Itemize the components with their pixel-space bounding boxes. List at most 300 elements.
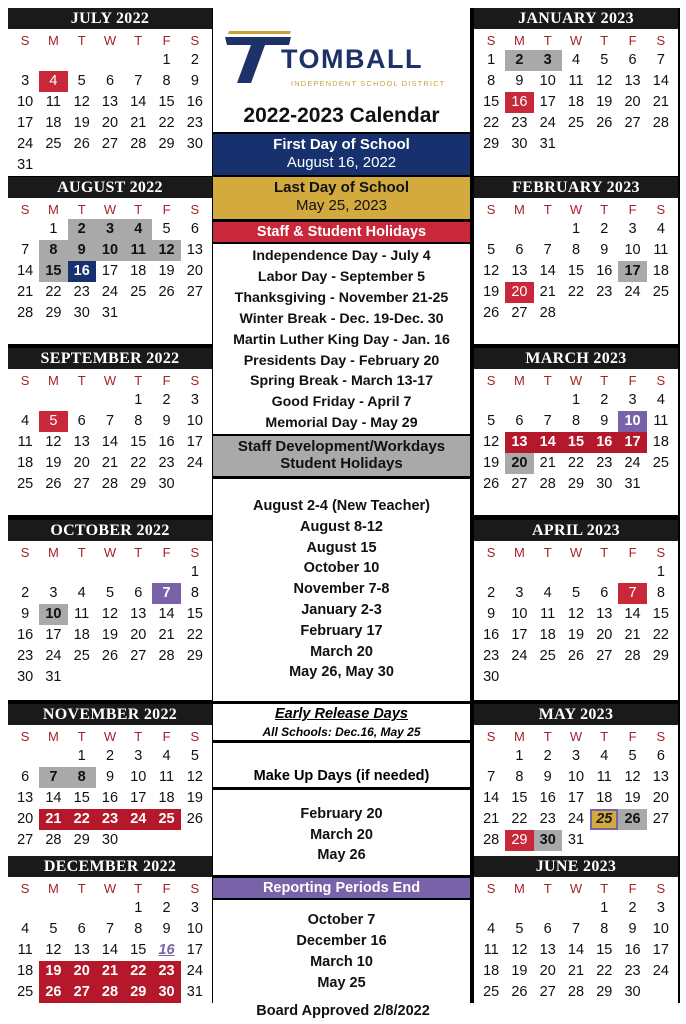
day-cell: 30 — [596, 476, 613, 492]
day-cell: 30 — [101, 832, 119, 848]
day-cell: 17 — [45, 627, 62, 643]
list-item: Spring Break - March 13-17 — [250, 373, 433, 390]
day-cell: 7 — [39, 767, 67, 788]
weekday-label: F — [628, 33, 637, 48]
day-cell: 10 — [186, 413, 203, 429]
day-cell: 11 — [124, 240, 152, 261]
day-cell: 18 — [483, 963, 500, 979]
day-cell: 17 — [567, 790, 585, 806]
day-cell: 12 — [483, 263, 500, 279]
list-item: May 26, May 30 — [289, 664, 394, 681]
day-cell: 13 — [17, 790, 34, 806]
weekday-label: T — [543, 33, 552, 48]
day-cell: 7 — [618, 583, 646, 604]
weekday-label: F — [162, 373, 171, 388]
day-cell: 6 — [515, 242, 524, 258]
first-day-label: First Day of School — [273, 136, 410, 153]
empty-cell — [11, 50, 39, 71]
month-oct — [8, 520, 212, 700]
empty-cell — [477, 219, 505, 240]
weekday-label: M — [48, 373, 59, 388]
day-cell: 17 — [511, 627, 528, 643]
day-cell: 17 — [539, 94, 556, 110]
day-cell: 24 — [17, 136, 34, 152]
day-cell: 19 — [567, 627, 585, 643]
day-cell: 27 — [652, 811, 669, 827]
weekday-label: S — [20, 202, 30, 217]
empty-cell — [534, 219, 562, 240]
weekday-label: T — [134, 373, 143, 388]
weekday-label: T — [600, 729, 609, 744]
day-cell: 28 — [483, 832, 500, 848]
weekday-label: T — [77, 33, 86, 48]
day-cell: 21 — [39, 809, 67, 830]
day-cell: 28 — [101, 476, 119, 492]
month-title: DECEMBER 2022 — [8, 856, 212, 877]
day-cell: 16 — [539, 790, 556, 806]
day-cell: 20 — [539, 963, 556, 979]
makeup-heading: Make Up Days (if needed) — [253, 768, 430, 784]
day-cell: 10 — [539, 73, 556, 89]
day-cell: 8 — [487, 73, 496, 89]
day-cell: 6 — [77, 921, 86, 937]
month-title: MARCH 2023 — [474, 348, 678, 369]
day-cell: 15 — [652, 606, 669, 622]
day-cell: 7 — [134, 73, 143, 89]
day-cell: 31 — [624, 476, 641, 492]
empty-cell — [39, 390, 67, 411]
month-title: AUGUST 2022 — [8, 177, 212, 198]
day-cell: 11 — [159, 769, 175, 785]
day-cell: 7 — [105, 413, 115, 429]
day-cell: 12 — [511, 942, 528, 958]
empty-cell — [39, 562, 67, 583]
day-cell: 31 — [45, 669, 62, 685]
day-cell: 13 — [539, 942, 556, 958]
month-mar — [474, 348, 678, 515]
day-cell: 9 — [105, 769, 115, 785]
day-cell: 5 — [162, 221, 171, 237]
day-cell: 20 — [130, 627, 147, 643]
day-cell: 22 — [596, 963, 613, 979]
day-cell: 22 — [45, 284, 62, 300]
weekday-label: S — [20, 373, 30, 388]
day-cell: 13 — [186, 242, 203, 258]
day-cell: 26 — [483, 476, 500, 492]
day-cell: 13 — [130, 606, 147, 622]
day-cell: 16 — [17, 627, 34, 643]
holidays-heading — [213, 222, 470, 242]
holidays-heading-text: Staff & Student Holidays — [256, 224, 427, 240]
day-cell: 26 — [45, 476, 62, 492]
day-cell: 8 — [656, 585, 665, 601]
day-cell: 3 — [515, 585, 524, 601]
weekday-label: T — [77, 202, 86, 217]
day-cell: 17 — [186, 942, 203, 958]
makeup-list — [213, 790, 470, 875]
list-item: March 20 — [310, 826, 373, 843]
day-cell: 22 — [158, 115, 175, 131]
day-cell: 5 — [628, 748, 637, 764]
list-item: Labor Day - September 5 — [257, 268, 426, 285]
weekday-label: S — [190, 202, 200, 217]
day-cell: 4 — [77, 585, 86, 601]
day-cell: 29 — [483, 136, 500, 152]
day-cell: 21 — [539, 455, 556, 471]
holidays-list — [213, 244, 470, 434]
day-cell: 4 — [543, 585, 552, 601]
month-title: APRIL 2023 — [474, 520, 678, 541]
empty-cell — [39, 50, 67, 71]
day-cell: 2 — [68, 219, 96, 240]
day-cell: 23 — [73, 284, 90, 300]
day-cell: 16 — [158, 942, 175, 958]
day-cell: 10 — [624, 242, 641, 258]
day-cell: 23 — [483, 648, 500, 664]
day-cell: 23 — [624, 963, 641, 979]
weekday-label: T — [134, 33, 143, 48]
day-cell: 8 — [600, 921, 609, 937]
day-cell: 13 — [505, 432, 533, 453]
day-cell: 28 — [158, 648, 175, 664]
empty-cell — [11, 390, 39, 411]
empty-cell — [96, 898, 124, 919]
empty-cell — [562, 898, 590, 919]
list-item: Presidents Day - February 20 — [243, 352, 440, 369]
list-item: August 2-4 (New Teacher) — [253, 498, 430, 514]
day-cell: 30 — [624, 984, 641, 1000]
weekday-label: S — [656, 373, 666, 388]
day-cell: 2 — [628, 900, 637, 916]
day-cell: 8 — [134, 413, 143, 429]
weekday-label: T — [77, 881, 86, 896]
day-cell: 1 — [571, 392, 581, 408]
day-cell: 16 — [505, 92, 533, 113]
day-cell: 21 — [96, 961, 124, 982]
day-cell: 27 — [101, 136, 119, 152]
day-cell: 11 — [17, 942, 33, 958]
day-cell: 12 — [624, 769, 641, 785]
day-cell: 21 — [624, 627, 641, 643]
day-cell: 24 — [124, 809, 152, 830]
weekday-label: S — [190, 33, 200, 48]
day-cell: 9 — [628, 921, 637, 937]
list-item: October 7 — [307, 912, 376, 928]
day-cell: 20 — [68, 961, 96, 982]
day-cell: 28 — [96, 982, 124, 1003]
day-cell: 15 — [158, 94, 175, 110]
empty-cell — [124, 50, 152, 71]
first-day-box — [213, 134, 470, 175]
day-cell: 21 — [483, 811, 500, 827]
day-cell: 30 — [186, 136, 203, 152]
weekday-label: T — [600, 33, 609, 48]
weekday-label: S — [190, 545, 200, 560]
reporting-heading — [213, 878, 470, 898]
day-cell: 2 — [505, 50, 533, 71]
day-cell: 26 — [618, 809, 646, 830]
day-cell: 9 — [600, 413, 609, 429]
day-cell: 10 — [511, 606, 528, 622]
day-cell: 31 — [101, 305, 119, 321]
day-cell: 24 — [539, 115, 556, 131]
list-item: Thanksgiving - November 21-25 — [234, 289, 449, 306]
day-cell: 18 — [567, 94, 585, 110]
day-cell: 13 — [73, 942, 90, 958]
list-item: January 2-3 — [301, 601, 382, 618]
weekday-label: S — [486, 729, 496, 744]
day-cell: 16 — [101, 790, 119, 806]
day-cell: 2 — [543, 748, 552, 764]
staff-dev-list — [213, 479, 470, 701]
list-item: March 20 — [310, 643, 373, 660]
day-cell: 28 — [17, 305, 34, 321]
weekday-label: M — [514, 881, 525, 896]
weekday-label: W — [569, 729, 583, 744]
list-item: November 7-8 — [293, 581, 390, 598]
day-cell: 10 — [567, 769, 585, 785]
day-cell: 23 — [539, 811, 556, 827]
empty-cell — [11, 746, 39, 767]
day-cell: 18 — [596, 790, 613, 806]
day-cell: 30 — [152, 982, 180, 1003]
weekday-label: S — [190, 373, 200, 388]
day-cell: 6 — [600, 585, 609, 601]
list-item: Memorial Day - May 29 — [265, 415, 418, 432]
month-grid — [8, 29, 212, 176]
day-cell: 10 — [130, 769, 147, 785]
list-item: March 10 — [310, 954, 373, 970]
day-cell: 4 — [162, 748, 171, 764]
day-cell: 26 — [39, 982, 67, 1003]
day-cell: 27 — [511, 476, 528, 492]
day-cell: 18 — [158, 790, 175, 806]
day-cell: 20 — [73, 455, 90, 471]
reporting-heading-text: Reporting Periods End — [262, 880, 421, 896]
weekday-label: M — [514, 33, 525, 48]
weekday-label: S — [486, 373, 496, 388]
day-cell: 24 — [652, 963, 669, 979]
day-cell: 3 — [534, 50, 562, 71]
day-cell: 6 — [134, 585, 143, 601]
weekday-label: S — [486, 33, 496, 48]
day-cell: 3 — [96, 219, 124, 240]
weekday-label: T — [600, 373, 609, 388]
day-cell: 17 — [618, 432, 646, 453]
day-cell: 26 — [511, 984, 528, 1000]
day-cell: 30 — [483, 669, 500, 685]
day-cell: 11 — [45, 94, 61, 110]
day-cell: 8 — [515, 769, 524, 785]
day-cell: 17 — [186, 434, 203, 450]
weekday-label: S — [656, 881, 666, 896]
day-cell: 20 — [624, 94, 641, 110]
day-cell: 31 — [17, 157, 34, 173]
day-cell: 15 — [39, 261, 67, 282]
weekday-label: T — [600, 545, 609, 560]
day-cell: 12 — [152, 240, 180, 261]
list-item: Good Friday - April 7 — [271, 394, 412, 411]
day-cell: 18 — [17, 455, 34, 471]
month-grid — [474, 29, 678, 155]
day-cell: 31 — [186, 984, 203, 1000]
day-cell: 12 — [45, 434, 62, 450]
list-item: December 16 — [296, 933, 387, 949]
day-cell: 29 — [652, 648, 669, 664]
weekday-label: T — [543, 373, 552, 388]
day-cell: 26 — [596, 115, 613, 131]
month-grid — [474, 725, 678, 851]
day-cell: 22 — [124, 961, 152, 982]
list-item: May 25 — [317, 975, 366, 991]
day-cell: 21 — [158, 627, 175, 643]
month-sep — [8, 348, 212, 515]
day-cell: 3 — [49, 585, 58, 601]
list-item: August 15 — [306, 539, 377, 556]
day-cell: 4 — [21, 921, 30, 937]
day-cell: 7 — [656, 52, 665, 68]
day-cell: 14 — [101, 434, 119, 450]
day-cell: 8 — [190, 585, 199, 601]
day-cell: 7 — [543, 242, 552, 258]
weekday-label: F — [162, 202, 171, 217]
day-cell: 29 — [567, 476, 585, 492]
day-cell: 8 — [571, 242, 581, 258]
day-cell: 5 — [571, 585, 581, 601]
day-cell: 25 — [652, 455, 669, 471]
day-cell: 2 — [162, 392, 171, 408]
day-cell: 15 — [483, 94, 500, 110]
day-cell: 4 — [571, 52, 581, 68]
empty-cell — [477, 390, 505, 411]
day-cell: 13 — [624, 73, 641, 89]
list-item: August 8-12 — [300, 518, 383, 535]
month-grid — [474, 198, 678, 324]
day-cell: 7 — [487, 769, 496, 785]
day-cell: 4 — [21, 413, 30, 429]
staff-dev-heading-2: Student Holidays — [280, 455, 403, 472]
day-cell: 15 — [596, 942, 613, 958]
day-cell: 22 — [652, 627, 669, 643]
list-item: October 10 — [303, 560, 380, 577]
day-cell: 3 — [190, 900, 199, 916]
day-cell: 25 — [652, 284, 669, 300]
weekday-label: F — [628, 729, 637, 744]
month-aug — [8, 177, 212, 344]
day-cell: 27 — [17, 832, 34, 848]
weekday-label: M — [514, 373, 525, 388]
day-cell: 19 — [483, 455, 500, 471]
day-cell: 3 — [190, 392, 199, 408]
day-cell: 1 — [571, 221, 581, 237]
day-cell: 10 — [618, 411, 646, 432]
month-title: JUNE 2023 — [474, 856, 678, 877]
month-grid — [8, 541, 212, 688]
day-cell: 16 — [186, 94, 203, 110]
list-item: Independence Day - July 4 — [252, 248, 431, 264]
day-cell: 3 — [21, 73, 30, 89]
weekday-label: W — [569, 545, 583, 560]
day-cell: 12 — [45, 942, 62, 958]
weekday-label: S — [20, 881, 30, 896]
day-cell: 11 — [74, 606, 90, 622]
day-cell: 27 — [539, 984, 556, 1000]
day-cell: 13 — [73, 434, 90, 450]
early-release-heading: Early Release Days — [274, 706, 408, 722]
month-grid — [8, 877, 212, 1003]
day-cell: 18 — [652, 263, 669, 279]
day-cell: 7 — [21, 242, 30, 258]
weekday-label: M — [48, 202, 59, 217]
day-cell: 5 — [487, 413, 496, 429]
empty-cell — [68, 898, 96, 919]
header-panel — [213, 8, 470, 132]
day-cell: 3 — [134, 748, 143, 764]
day-cell: 22 — [567, 455, 585, 471]
empty-cell — [68, 562, 96, 583]
day-cell: 19 — [158, 263, 175, 279]
day-cell: 3 — [628, 392, 637, 408]
weekday-label: S — [656, 545, 666, 560]
day-cell: 26 — [101, 648, 119, 664]
day-cell: 20 — [17, 811, 34, 827]
day-cell: 10 — [17, 94, 34, 110]
day-cell: 24 — [45, 648, 62, 664]
day-cell: 21 — [101, 455, 119, 471]
day-cell: 30 — [534, 830, 562, 851]
day-cell: 27 — [624, 115, 641, 131]
day-cell: 17 — [130, 790, 147, 806]
day-cell: 25 — [152, 809, 180, 830]
day-cell: 16 — [158, 434, 175, 450]
day-cell: 1 — [134, 900, 143, 916]
day-cell: 1 — [487, 52, 496, 68]
day-cell: 2 — [190, 52, 199, 68]
day-cell: 31 — [567, 832, 585, 848]
month-grid — [474, 369, 678, 495]
day-cell: 22 — [483, 115, 500, 131]
list-item: May 26 — [317, 847, 366, 863]
day-cell: 5 — [49, 921, 58, 937]
weekday-label: W — [103, 545, 117, 560]
day-cell: 8 — [68, 767, 96, 788]
weekday-label: T — [77, 373, 86, 388]
day-cell: 10 — [39, 604, 67, 625]
day-cell: 23 — [511, 115, 528, 131]
day-cell: 18 — [652, 434, 669, 450]
weekday-label: T — [134, 729, 143, 744]
day-cell: 20 — [101, 115, 119, 131]
weekday-label: F — [162, 33, 171, 48]
month-jun — [474, 856, 678, 1003]
day-cell: 11 — [483, 942, 499, 958]
empty-cell — [534, 390, 562, 411]
day-cell: 4 — [600, 748, 609, 764]
day-cell: 3 — [628, 221, 637, 237]
early-release-box — [213, 704, 470, 740]
last-day-box — [213, 177, 470, 219]
day-cell: 16 — [68, 261, 96, 282]
day-cell: 25 — [567, 115, 585, 131]
day-cell: 27 — [73, 476, 90, 492]
day-cell: 22 — [567, 284, 585, 300]
day-cell: 9 — [487, 606, 496, 622]
weekday-label: W — [569, 373, 583, 388]
day-cell: 11 — [568, 73, 584, 89]
day-cell: 1 — [49, 221, 58, 237]
weekday-label: W — [569, 33, 583, 48]
day-cell: 8 — [134, 921, 143, 937]
